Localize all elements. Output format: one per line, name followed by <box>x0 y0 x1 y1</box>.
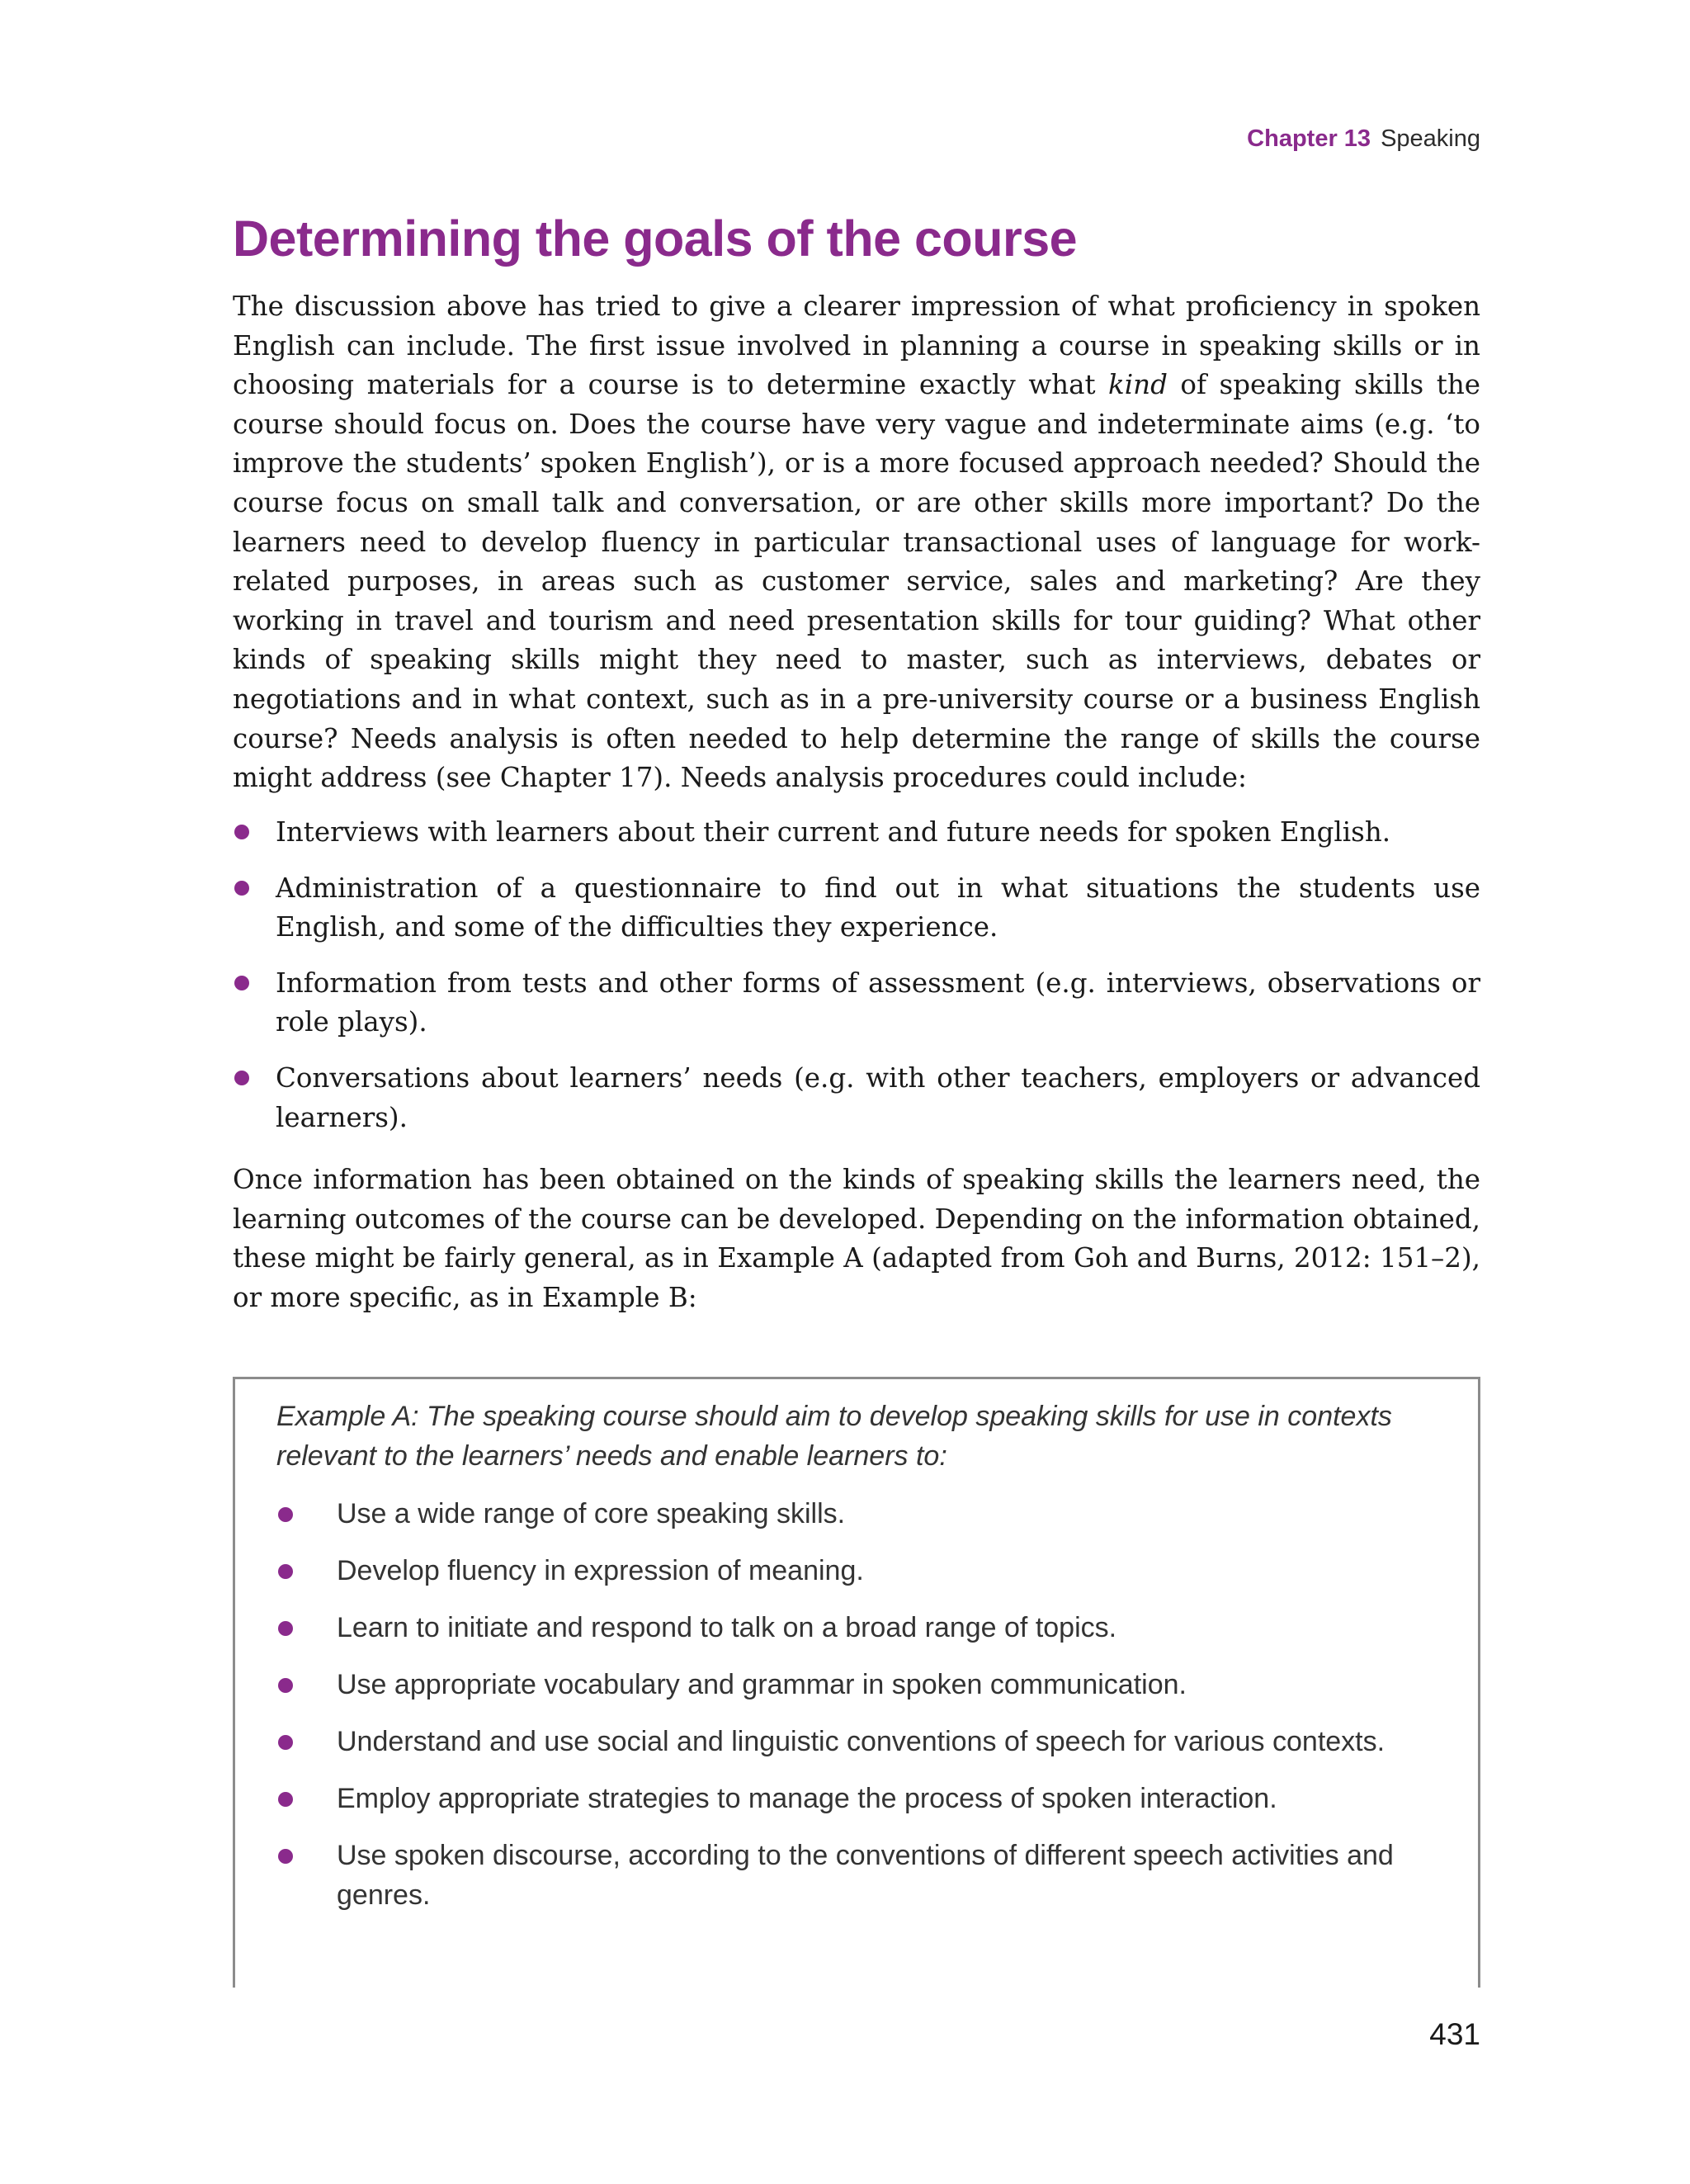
list-item-text: Use appropriate vocabulary and grammar in spoken communication. <box>337 1669 1187 1700</box>
outro-paragraph: Once information has been obtained on the kinds of speaking skills the learners need, the learning outcomes of the course can be developed. Depending on the information obtained, these might be fairly general, as in Example A (adapted from Goh and Burns, 2012: 151–2), or more specific, as in Example B: <box>233 1164 1480 1313</box>
list-item <box>233 869 1480 948</box>
section-label: Speaking <box>1381 125 1480 152</box>
list-item-text: Use a wide range of core speaking skills. <box>337 1498 846 1529</box>
page-number: 431 <box>1429 2017 1480 2051</box>
bullet-dot-icon <box>234 976 249 990</box>
bullet-dot-icon <box>278 1678 293 1693</box>
example-a-intro: Example A: The speaking course should aim to develop speaking skills for use in contexts relevant to the learners’ needs and enable learners to: <box>276 1401 1392 1472</box>
bullet-dot-icon <box>234 825 249 839</box>
bullet-dot-icon <box>278 1507 293 1522</box>
chapter-label: Chapter 13 <box>1247 125 1371 152</box>
list-item <box>233 964 1480 1042</box>
list-item <box>276 1837 1444 1915</box>
list-item-text: Use spoken discourse, according to the conventions of different speech activities and genres. <box>337 1840 1394 1911</box>
bullet-dot-icon <box>234 881 249 896</box>
list-item <box>276 1552 1444 1591</box>
intro-paragraph <box>233 287 1480 798</box>
needs-analysis-list <box>233 813 1480 1154</box>
bullet-dot-icon <box>278 1735 293 1750</box>
list-item-text: Understand and use social and linguistic conventions of speech for various contexts. <box>337 1726 1386 1757</box>
list-item-text: Information from tests and other forms of assessment (e.g. interviews, observations or role plays). <box>276 967 1480 1038</box>
running-head <box>1247 125 1480 153</box>
list-item <box>276 1666 1444 1705</box>
bullet-dot-icon <box>278 1792 293 1807</box>
intro-emphasis: kind <box>1108 369 1168 401</box>
list-item <box>276 1495 1444 1534</box>
section-heading: Determining the goals of the course <box>233 210 1078 267</box>
list-item-text: Develop fluency in expression of meaning. <box>337 1555 864 1586</box>
intro-part-2: of speaking skills the course should focus on. Does the course have very vague and indeterminate aims (e.g. ‘to improve the students’ spoken English’), or is a more focused approach needed? Should the course focus on small talk and conversation, or are other skills more important? Do the learners need to develop fluency in particular transactional uses of language for work-related purposes, in areas such as customer service, sales and marketing? Are they working in travel and tourism and need presentation skills for tour guiding? What other kinds of speaking skills might they need to master, such as interviews, debates or negotiations and in what context, such as in a pre-university course or a business English course? Needs analysis is often needed to help determine the range of skills the course might address (see Chapter 17). Needs analysis procedures could include: <box>233 369 1480 794</box>
list-item-text: Conversations about learners’ needs (e.g. with other teachers, employers or advanced learners). <box>276 1061 1480 1133</box>
list-item <box>276 1780 1444 1819</box>
bullet-dot-icon <box>278 1621 293 1636</box>
list-item-text: Administration of a questionnaire to find out in what situations the students use English, and some of the difficulties they experience. <box>276 872 1480 943</box>
list-item-text: Employ appropriate strategies to manage the process of spoken interaction. <box>337 1783 1277 1814</box>
bullet-dot-icon <box>278 1849 293 1864</box>
list-item <box>276 1609 1444 1648</box>
list-item <box>233 1059 1480 1137</box>
list-item-text: Learn to initiate and respond to talk on a broad range of topics. <box>337 1612 1117 1643</box>
intro-part-1: The discussion above has tried to give a clearer impression of what proficiency in spoken English can include. The first issue involved in planning a course in speaking skills or in choosing materials for a course is to determine exactly what <box>233 291 1480 401</box>
example-a-list <box>276 1495 1444 1933</box>
bullet-dot-icon <box>234 1071 249 1085</box>
bullet-dot-icon <box>278 1564 293 1579</box>
example-a-box <box>233 1377 1480 1988</box>
list-item <box>276 1723 1444 1762</box>
list-item-text: Interviews with learners about their current and future needs for spoken English. <box>276 816 1391 848</box>
list-item <box>233 813 1480 853</box>
